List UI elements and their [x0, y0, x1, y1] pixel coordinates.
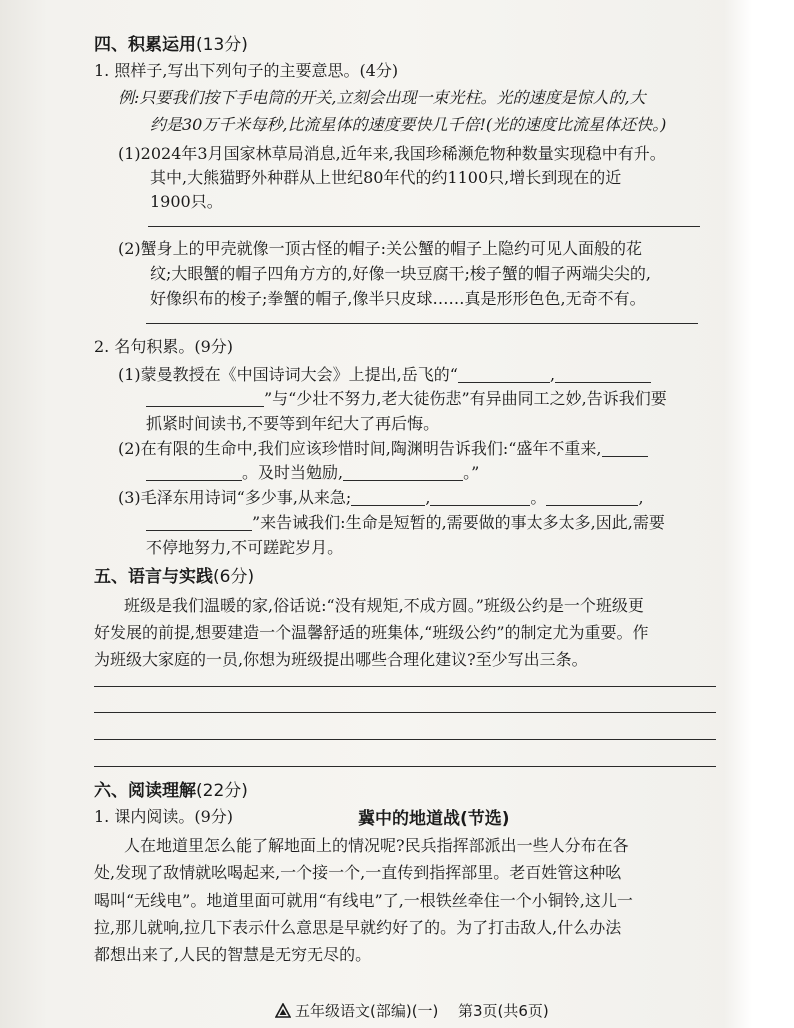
- q1-example-line1: 例:只要我们按下手电筒的开关,立刻会出现一束光柱。光的速度是惊人的,大: [118, 88, 646, 107]
- q2-stem: 2. 名句积累。(9分): [94, 337, 234, 356]
- q2-s3-text-a: (3)毛泽东用诗词“多少事,从来急;: [118, 488, 352, 507]
- answer-line[interactable]: [94, 766, 716, 767]
- blank-field[interactable]: [146, 390, 264, 407]
- q2-s2-text-c: 。”: [463, 463, 480, 482]
- blank-field[interactable]: [351, 489, 425, 506]
- q2-s2-line2: [146, 462, 479, 484]
- q2-s1-text-a: (1)蒙曼教授在《中国诗词大会》上提出,岳飞的“: [118, 365, 458, 384]
- answer-line[interactable]: [148, 226, 700, 227]
- q2-s3-comma: ,: [425, 488, 431, 507]
- section6-q1-stem: 1. 课内阅读。(9分): [94, 807, 234, 826]
- q2-s3-line2: [146, 512, 665, 534]
- section5-heading: [94, 566, 254, 588]
- section5-para-line1: 班级是我们温暖的家,俗话说:“没有规矩,不成方圆。”班级公约是一个班级更: [124, 596, 644, 615]
- blank-field[interactable]: [555, 366, 651, 383]
- footer-subject: 五年级语文(部编)(一): [295, 1002, 439, 1020]
- section4-heading: [94, 34, 248, 56]
- q2-s2-text-b: 。及时当勉励,: [242, 463, 344, 482]
- section5-para-line2: 好发展的前提,想要建造一个温馨舒适的班集体,“班级公约”的制定尤为重要。作: [94, 623, 649, 642]
- q1-sub1-line1: (1)2024年3月国家林草局消息,近年来,我国珍稀濒危物种数量实现稳中有升。: [118, 144, 666, 163]
- blank-field[interactable]: [546, 489, 638, 506]
- q2-s2-line1: [118, 438, 648, 460]
- answer-line[interactable]: [94, 686, 716, 687]
- q2-s1-line3: 抓紧时间读书,不要等到年纪大了再后悔。: [146, 414, 440, 433]
- passage-title: 冀中的地道战(节选): [358, 809, 510, 829]
- section5-para-line3: 为班级大家庭的一员,你想为班级提出哪些合理化建议?至少写出三条。: [94, 650, 588, 669]
- q2-s1-text-b: ”与“少壮不努力,老大徒伤悲”有异曲同工之妙,告诉我们要: [264, 389, 667, 408]
- q2-s3-line1: [118, 487, 644, 509]
- passage-line5: 都想出来了,人民的智慧是无穷无尽的。: [94, 945, 372, 964]
- q2-s1-line1: [118, 364, 651, 386]
- passage-line4: 拉,那儿就响,拉几下表示什么意思是早就约好了的。为了打击敌人,什么办法: [94, 918, 622, 937]
- q2-s3-period: 。: [530, 488, 547, 507]
- q2-s3-comma2: ,: [638, 488, 644, 507]
- blank-field[interactable]: [343, 464, 463, 481]
- section4-title: 四、积累运用: [94, 35, 196, 55]
- q2-s3-line3: 不停地努力,不可蹉跎岁月。: [146, 538, 344, 557]
- q1-sub1-line2: 其中,大熊猫野外种群从上世纪80年代的约1100只,增长到现在的近: [150, 168, 622, 187]
- section5-title: 五、语言与实践: [94, 567, 213, 587]
- q2-s1-comma: ,: [549, 365, 556, 384]
- blank-field[interactable]: [146, 464, 242, 481]
- passage-line2: 处,发现了敌情就吆喝起来,一个接一个,一直传到指挥部里。老百姓管这种吆: [94, 863, 622, 882]
- q1-example-line2: 约是30万千米每秒,比流星体的速度要快几千倍!(光的速度比流星体还快。): [150, 115, 667, 134]
- q1-sub2-line1: (2)蟹身上的甲壳就像一顶古怪的帽子:关公蟹的帽子上隐约可见人面般的花: [118, 239, 643, 258]
- q1-sub1-line3: 1900只。: [150, 192, 223, 211]
- passage-line3: 喝叫“无线电”。地道里面可就用“有线电”了,一根铁丝牵住一个小铜铃,这儿一: [94, 891, 633, 910]
- section6-points: (22分): [196, 781, 248, 801]
- publisher-logo-icon: [275, 1003, 291, 1023]
- passage-line1: 人在地道里怎么能了解地面上的情况呢?民兵指挥部派出一些人分布在各: [124, 836, 629, 855]
- blank-field[interactable]: [602, 440, 648, 457]
- q1-sub2-line2: 纹;大眼蟹的帽子四角方方的,好像一块豆腐干;梭子蟹的帽子两端尖尖的,: [150, 264, 651, 283]
- q2-s1-line2: [146, 388, 667, 410]
- section6-heading: [94, 780, 248, 802]
- section4-points: (13分): [196, 35, 248, 55]
- answer-line[interactable]: [94, 712, 716, 713]
- section5-points: (6分): [213, 567, 255, 587]
- q2-s2-text-a: (2)在有限的生命中,我们应该珍惜时间,陶渊明告诉我们:“盛年不重来,: [118, 439, 602, 458]
- page-footer: [275, 1000, 549, 1023]
- q2-s3-text-b: ”来告诫我们:生命是短暂的,需要做的事太多太多,因此,需要: [252, 513, 665, 532]
- blank-field[interactable]: [458, 366, 550, 383]
- q1-stem: 1. 照样子,写出下列句子的主要意思。(4分): [94, 61, 399, 80]
- answer-line[interactable]: [146, 323, 698, 324]
- section6-title: 六、阅读理解: [94, 781, 196, 801]
- q1-sub2-line3: 好像织布的梭子;拳蟹的帽子,像半只皮球……真是形形色色,无奇不有。: [150, 289, 646, 308]
- footer-page-number: 第3页(共6页): [457, 1002, 549, 1020]
- blank-field[interactable]: [430, 489, 530, 506]
- blank-field[interactable]: [146, 514, 252, 531]
- answer-line[interactable]: [94, 739, 716, 740]
